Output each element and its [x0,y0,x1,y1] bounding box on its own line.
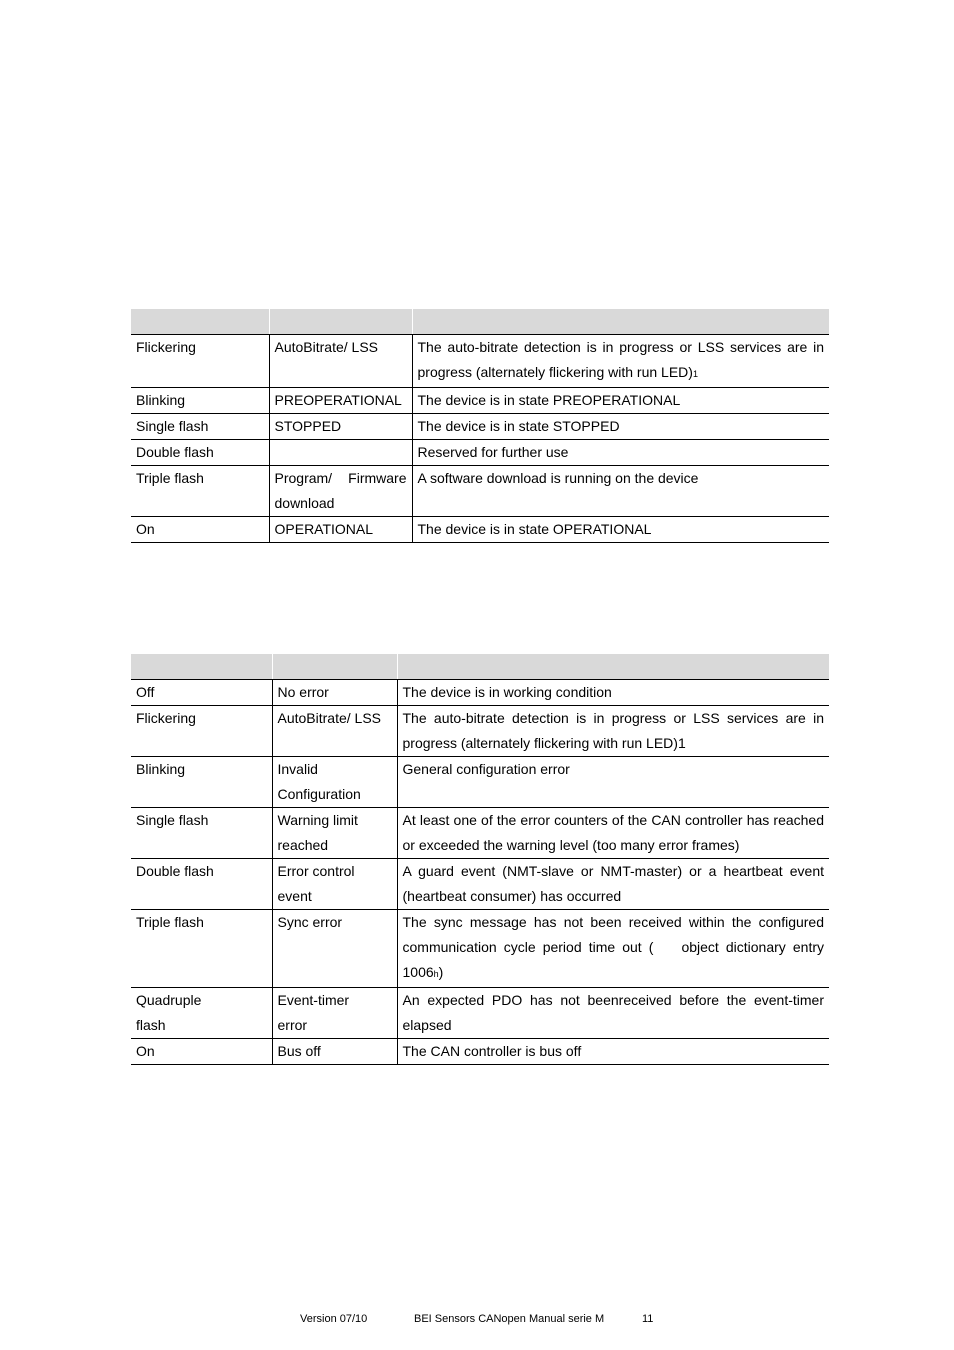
table-row [131,388,829,414]
led-state-cell: Single flash [131,808,272,859]
led-state-cell: On [131,517,269,543]
description-cell: The CAN controller is bus off [397,1039,829,1065]
mode-cell: OPERATIONAL [269,517,412,543]
description-cell: The device is in state PREOPERATIONAL [412,388,829,414]
table-row [131,1039,829,1065]
mode-cell: AutoBitrate/ LSS [269,335,412,388]
table-row [131,414,829,440]
table-header-row [131,654,829,680]
led-state-cell: Double flash [131,859,272,910]
table-header-row [131,309,829,335]
description-cell [397,910,829,988]
error-cell: Error control event [272,859,397,910]
error-cell: Event-timer error [272,988,397,1039]
error-cell: AutoBitrate/ LSS [272,706,397,757]
table-row [131,517,829,543]
description-cell: The device is in state OPERATIONAL [412,517,829,543]
hex-suffix: h [433,969,439,979]
led-state-cell: Triple flash [131,910,272,988]
led-state-cell: Single flash [131,414,269,440]
led-state-cell: Flickering [131,335,269,388]
description-cell: A software download is running on the device [412,466,829,517]
description-text-end: ) [438,964,444,980]
led-state-cell: Off [131,680,272,706]
table-row [131,859,829,910]
mode-cell: PREOPERATIONAL [269,388,412,414]
led-state-cell: Blinking [131,757,272,808]
led-state-cell: Flickering [131,706,272,757]
led-table-1 [131,309,829,543]
description-cell: Reserved for further use [412,440,829,466]
header-cell [131,309,269,335]
error-cell: Invalid Configuration [272,757,397,808]
table-row [131,680,829,706]
table-row [131,757,829,808]
description-text: The sync message has not been received within the configured communication cycle period time out ( [402,914,824,955]
description-cell [412,335,829,388]
description-text: The auto-bitrate detection is in progress or LSS services are in progress (alternately flickering with run LED) [417,339,824,380]
led-table-2 [131,654,829,1065]
header-cell [412,309,829,335]
error-cell: Bus off [272,1039,397,1065]
table-row [131,335,829,388]
error-cell: Warning limit reached [272,808,397,859]
page-number: 11 [642,1313,654,1325]
description-cell: The auto-bitrate detection is in progress or LSS services are in progress (alternately flickering with run LED)1 [397,706,829,757]
mode-cell [269,440,412,466]
header-cell [397,654,829,680]
description-cell: The device is in working condition [397,680,829,706]
description-cell: An expected PDO has not beenreceived before the event-timer elapsed [397,988,829,1039]
footnote-ref: 1 [692,369,698,379]
mode-cell: Program/ Firmware download [269,466,412,517]
table-row [131,440,829,466]
footer-title: BEI Sensors CANopen Manual serie M [414,1313,605,1325]
header-cell [269,309,412,335]
led-state-cell: Triple flash [131,466,269,517]
table-row [131,466,829,517]
description-cell: The device is in state STOPPED [412,414,829,440]
table-row [131,808,829,859]
description-cell: A guard event (NMT-slave or NMT-master) or a heartbeat event (heartbeat consumer) has occurred [397,859,829,910]
error-cell: Sync error [272,910,397,988]
led-state-cell: Double flash [131,440,269,466]
description-cell: At least one of the error counters of the CAN controller has reached or exceeded the warning level (too many error frames) [397,808,829,859]
footer-version: Version 07/10 [300,1313,368,1325]
led-state-cell: Blinking [131,388,269,414]
error-cell: No error [272,680,397,706]
header-cell [272,654,397,680]
description-cell: General configuration error [397,757,829,808]
table-row [131,910,829,988]
led-state-cell: On [131,1039,272,1065]
mode-cell: STOPPED [269,414,412,440]
header-cell [131,654,272,680]
table-row [131,988,829,1039]
description-text-cont: object dictionary entry 1006 [402,939,824,980]
table-row [131,706,829,757]
led-state-cell: Quadruple flash [131,988,272,1039]
